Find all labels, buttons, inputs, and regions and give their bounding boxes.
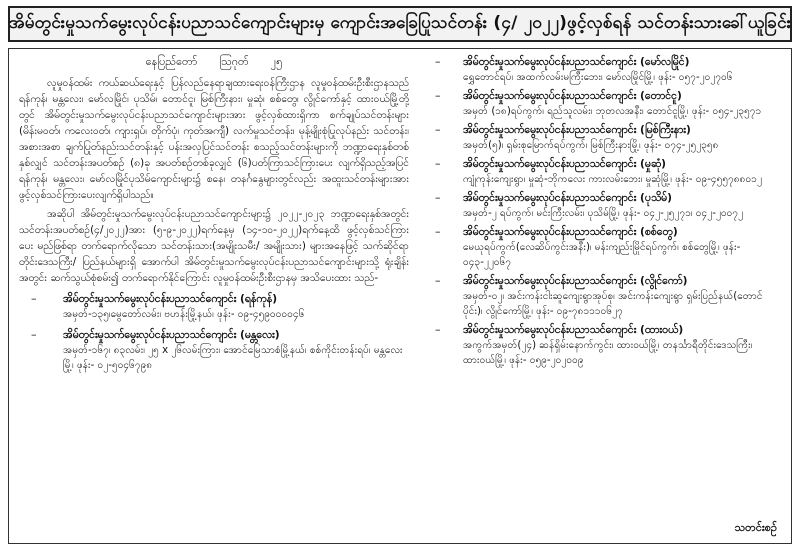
dateline-month: ဩဂုတ် (219, 55, 249, 68)
list-dash: – (435, 157, 441, 170)
school-entry-loikaw (429, 274, 781, 319)
dateline-day: ၂၅ (270, 55, 283, 68)
list-dash: – (435, 323, 441, 336)
school-list-left (19, 292, 409, 373)
source-credit: သတင်းစဉ် (734, 521, 777, 534)
list-dash: – (435, 89, 441, 102)
school-address: အမှတ်-၁၆၇၊ ၈၃လမ်း၊ ၂၅ x ၂၆လမ်းကြား၊ အောင်မြေသာစံမြို့နယ်၊ စစ်ကိုင်းတန်းရပ်၊ မန္တလေးမြို့၊ ဖုန်း- ၀၂-၅၀၄၆၇၉၈ (63, 345, 403, 371)
school-name: အိမ်တွင်းမှုသက်မွေးလုပ်ငန်းပညာသင်ကျောင်း (လွိုင်ကော်) (463, 275, 688, 287)
left-column (19, 55, 409, 379)
school-entry-taungoo (429, 89, 781, 119)
dateline (19, 55, 409, 71)
school-name: အိမ်တွင်းမှုသက်မွေးလုပ်ငန်းပညာသင်ကျောင်း (ထားဝယ်) (463, 324, 684, 336)
body-paragraph-1: လူမှုဝန်ထမ်း ကယ်ဆယ်ရေးနှင့် ပြန်လည်နေရာချထားရေးဝန်ကြီးဌာန လူမှုဝန်ထမ်းဦးစီးဌာနသည် ရန်ကုန်၊ မန္တလေး၊ မော်လမြိုင်၊ ပုသိမ်၊ တောင်ငူ၊ မြစ်ကြီးနား၊ မှုဆုံ၊ စစ်တွေ၊ လွိုင်ကော်နှင့် ထားဝယ်မြို့တို့တွင် အိမ်တွင်းမှုသက်မွေးလုပ်ငန်းပညာသင်ကျောင်းများအား ဖွင့်လှစ်ထားရှိကာ စက်ချုပ်သင်တန်းများ (မိန်းမဝတ်၊ ကလေးဝတ်၊ ကျားရှပ်၊ တိုက်ပုံ၊ ကုတ်အကျီ) လက်မှုသင်တန်း၊ မုန့်မျိုးစုံပြုလုပ်နည်း သင်တန်း၊ အစားအစာ ချက်ပြုတ်နည်းသင်တန်းနှင့် ပန်းအလှပြင်သင်တန်း စသည့်သင်တန်းများကို ဘဏ္ဍာရေးနှစ်တစ်နှစ်လျှင် သင်တန်းအပတ်စဉ် (၈)ခု အပတ်စဉ်တစ်ခုလျှင် (၆)ပတ်ကြာသင်ကြားပေး လျက်ရှိသည့်အပြင် ရန်ကုန်၊ မန္တလေး၊ မော်လမြိုင်ပုသိမ်ကျောင်းများ၌ စနေ၊ တနင်္ဂနွေများတွင်လည်း အထူးသင်တန်းများအား ဖွင့်လှစ်သင်ကြားပေးလျက်ရှိပါသည်။ (19, 77, 409, 201)
school-entry-dawei (429, 323, 781, 368)
school-entry-yangon (19, 292, 409, 322)
list-dash: – (435, 225, 441, 238)
article-frame (8, 48, 792, 544)
list-dash: – (31, 328, 37, 341)
school-entry-myitkyina (429, 123, 781, 153)
school-entry-monywa (429, 157, 781, 187)
headline-box (8, 6, 792, 42)
dateline-place: နေပြည်တော် (145, 55, 198, 68)
list-dash: – (31, 292, 37, 305)
school-address: ရွှေတောင်ရပ်၊ အထက်လမ်းမကြီးဘေး၊ မော်လမြိုင်မြို့၊ ဖုန်း- ၀၅၇-၂၀၂၇၀၆ (463, 72, 733, 83)
school-name: အိမ်တွင်းမှုသက်မွေးလုပ်ငန်းပညာသင်ကျောင်း (မော်လမြိုင်) (463, 56, 690, 68)
school-address: အမှတ် (၁၈)ရပ်ကွက်၊ ရည်သူလမ်း၊ ဘုတလအနီး၊ တောင်ငူမြို့၊ ဖုန်း- ၀၅၄-၂၃၅၇၁ (463, 106, 762, 117)
school-entry-mawlamyine (429, 55, 781, 85)
school-address: အမှတ်-၂ ရပ်ကွက်၊ မင်းကြီးလမ်း၊ ပုသိမ်မြို့၊ ဖုန်း- ၀၄၂-၂၅၂၇၁၊ ၀၄၂-၂၀၀၇၂ (463, 208, 744, 219)
school-name: အိမ်တွင်းမှုသက်မွေးလုပ်ငန်းပညာသင်ကျောင်း (ရန်ကုန်) (63, 293, 278, 305)
school-name: အိမ်တွင်းမှုသက်မွေးလုပ်ငန်းပညာသင်ကျောင်း (မှုဆုံ) (463, 158, 666, 170)
school-name: အိမ်တွင်းမှုသက်မွေးလုပ်ငန်းပညာသင်ကျောင်း (မန္တလေး) (63, 329, 280, 341)
school-name: အိမ်တွင်းမှုသက်မွေးလုပ်ငန်းပညာသင်ကျောင်း (မြစ်ကြီးနား) (463, 124, 691, 136)
list-dash: – (435, 274, 441, 287)
body-paragraph-2: အဆိုပါ အိမ်တွင်းမှုသက်မွေးလုပ်ငန်းပညာသင်ကျောင်းများ၌ ၂၀၂၂-၂၀၂၃ ဘဏ္ဍာရေးနှစ်အတွင်း သင်တန်းအပတ်စဉ်(၄/၂၀၂၂)အား (၅-၉-၂၀၂၂)ရက်နေ့မှ (၁၄-၁၀-၂၀၂၂)ရက်နေ့ထိ ဖွင့်လှစ်သင်ကြားပေး မည်ဖြစ်ရာ တက်ရောက်လိုသော သင်တန်းသား(အမျိုးသမီး/ အမျိုးသား) များအနေဖြင့် သက်ဆိုင်ရာ တိုင်းဒေသကြီး/ ပြည်နယ်များရှိ အောက်ပါ အိမ်တွင်းမှုသက်မွေးလုပ်ငန်းပညာသင်ကျောင်းများသို့ ရုံးချိန်း အတွင်း ဆက်သွယ်စုံစမ်း၍ တက်ရောက်နိုင်ကြောင်း လူမှုဝန်ထမ်းဦးစီးဌာနမှ အသိပေးထား သည်- (19, 208, 409, 284)
school-name: အိမ်တွင်းမှုသက်မွေးလုပ်ငန်းပညာသင်ကျောင်း (ပုသိမ်) (463, 192, 673, 204)
school-address: အမှတ်-၁၃၅၊မွေတော်လမ်း၊ ဗဟန်းမြို့နယ်၊ ဖုန်း- ၀၉-၄၅၉၀၀၀၀၄၆ (63, 309, 305, 320)
school-address: ကျုံကုန်းကျေးရွာ၊ မှုဆုံ-ဘိုကလေး ကားလမ်းဘေး၊ မှုဆုံမြို့၊ ဖုန်း- ၀၉-၄၅၅၇၈၈၀၁၂ (463, 174, 762, 185)
school-entry-sittwe (429, 225, 781, 270)
headline: အိမ်တွင်းမှုသက်မွေးလုပ်ငန်းပညာသင်ကျောင်းများမှ ကျောင်းအခြေပြုသင်တန်း (၄/ ၂၀၂၂)ဖွင့်လှစ်ရန် သင်တန်းသားခေါ်ယူခြင်း (8, 12, 792, 33)
right-column (429, 55, 781, 372)
list-dash: – (435, 191, 441, 204)
school-name: အိမ်တွင်းမှုသက်မွေးလုပ်ငန်းပညာသင်ကျောင်း (တောင်ငူ) (463, 90, 682, 102)
list-dash: – (435, 55, 441, 68)
school-address: အမှတ်-၀၂၊ အင်းကန်းငါးဆူကျေးရွာအုပ်စု၊ အင်းကန်းကျေးရွာ ရှမ်းပြည်နယ်(တောင်ပိုင်း)၊ လွိုင်ကော်မြို့၊ ဖုန်း- ၀၉-၇၈၁၁၁၀၆၂၇ (463, 291, 763, 317)
school-address: အကွက်အမှတ်(၂၄) ဆန်ရှိမ်းနောက်ကွင်း၊ ထားဝယ်မြို့၊ တနင်္သာရီတိုင်းဒေသကြီး၊ ထားဝယ်မြို့၊ ဖုန်း- ၀၅၉-၂၀၂၀၀၉ (463, 340, 753, 366)
list-dash: – (435, 123, 441, 136)
school-name: အိမ်တွင်းမှုသက်မွေးလုပ်ငန်းပညာသင်ကျောင်း (စစ်တွေ) (463, 226, 678, 238)
school-entry-pathein (429, 191, 781, 221)
school-address: အမှတ်(၅)၊ ရှမ်းစုမြောက်ရပ်ကွက်၊ မြစ်ကြီးနားမြို့၊ ဖုန်း- ၀၇၄-၂၅၂၃၅၈ (463, 140, 719, 151)
school-entry-mandalay (19, 328, 409, 373)
school-address: မေယုရပ်ကွက်(လေဆိပ်ကွင်းအနီး)၊ မန်းကျည်းမြိုင်ရပ်ကွက်၊ စစ်တွေမြို့၊ ဖုန်း- ၀၄၃-၂၂၀၆၇ (463, 242, 741, 268)
